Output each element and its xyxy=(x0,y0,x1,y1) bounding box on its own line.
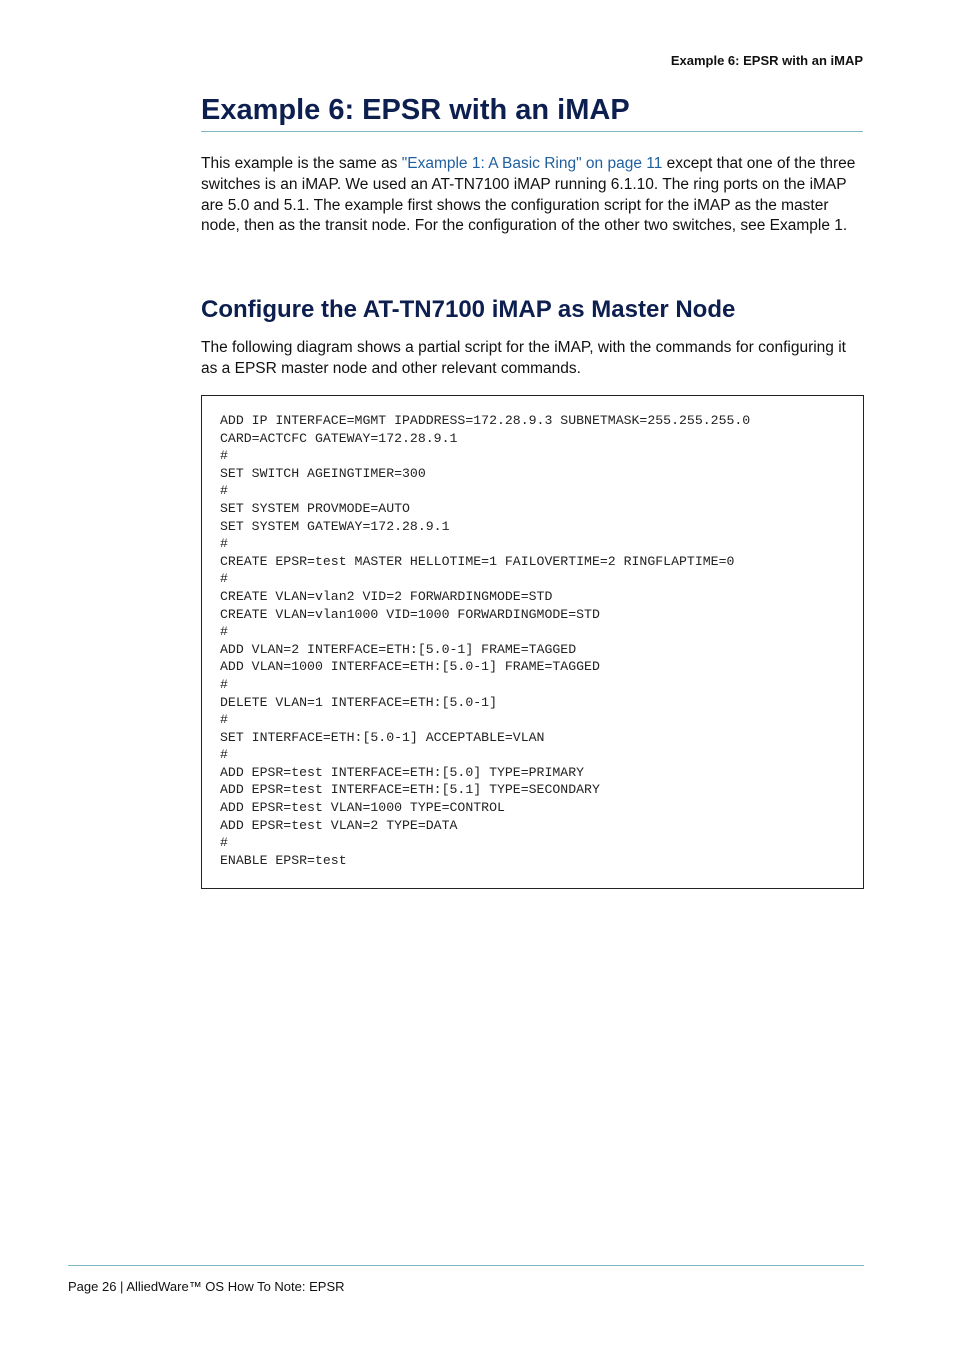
script-line: ADD EPSR=test VLAN=2 TYPE=DATA xyxy=(220,817,458,833)
footer-divider xyxy=(68,1265,864,1266)
script-line: ADD IP INTERFACE=MGMT IPADDRESS=172.28.9.3 SUBNETMASK=255.255.255.0 xyxy=(220,413,751,428)
script-line: # xyxy=(220,624,228,640)
script-line: SET INTERFACE=ETH:[5.0-1] ACCEPTABLE=VLAN xyxy=(220,729,545,745)
script-line: ENABLE EPSR=test xyxy=(220,852,347,868)
script-line: # xyxy=(220,676,228,692)
script-line: # xyxy=(220,835,228,851)
script-line: ADD EPSR=test VLAN=1000 TYPE=CONTROL xyxy=(220,800,505,816)
script-line: # xyxy=(220,712,228,728)
script-line: ADD VLAN=2 INTERFACE=ETH:[5.0-1] FRAME=TAGGED xyxy=(220,641,577,657)
script-line: SET SWITCH AGEINGTIMER=300 xyxy=(220,465,426,481)
section-text: The following diagram shows a partial script for the iMAP, with the commands for configuring it as a EPSR master node and other relevant commands. xyxy=(201,339,846,377)
intro-paragraph xyxy=(201,154,863,237)
running-header: Example 6: EPSR with an iMAP xyxy=(670,53,863,68)
script-line: ADD EPSR=test INTERFACE=ETH:[5.1] TYPE=SECONDARY xyxy=(220,782,600,798)
section-title: Configure the AT-TN7100 iMAP as Master Node xyxy=(201,296,736,323)
script-line: SET SYSTEM PROVMODE=AUTO xyxy=(220,500,410,516)
script-line: # xyxy=(220,747,228,763)
script-line: # xyxy=(220,536,228,552)
page-footer: Page 26 | AlliedWare™ OS How To Note: EPSR xyxy=(68,1279,345,1294)
page-title: Example 6: EPSR with an iMAP xyxy=(201,92,863,132)
script-line: DELETE VLAN=1 INTERFACE=ETH:[5.0-1] xyxy=(220,694,497,710)
script-line: ADD EPSR=test INTERFACE=ETH:[5.0] TYPE=PRIMARY xyxy=(220,764,585,780)
config-script-box xyxy=(201,395,864,889)
script-line: # xyxy=(220,483,228,499)
script-line: # xyxy=(220,571,228,587)
script-line: CREATE EPSR=test MASTER HELLOTIME=1 FAILOVERTIME=2 RINGFLAPTIME=0 xyxy=(220,553,735,569)
script-line: SET SYSTEM GATEWAY=172.28.9.1 xyxy=(220,518,450,534)
intro-text-end: except that one of the three switches is an iMAP. We used an AT-TN7100 iMAP running 6.1.10. The ring ports on the iMAP are 5.0 and 5.1. The example first shows the configuration script for the iMAP as the master node, then as the transit node. For the configuration of the other two switches, see Example 1. xyxy=(201,155,856,235)
example-1-link[interactable]: "Example 1: A Basic Ring" on page 11 xyxy=(401,155,663,172)
script-line: # xyxy=(220,448,228,464)
script-line: ADD VLAN=1000 INTERFACE=ETH:[5.0-1] FRAME=TAGGED xyxy=(220,659,600,675)
script-line: CREATE VLAN=vlan1000 VID=1000 FORWARDINGMODE=STD xyxy=(220,606,600,622)
intro-text-start: This example is the same as xyxy=(201,155,402,172)
script-line: CREATE VLAN=vlan2 VID=2 FORWARDINGMODE=STD xyxy=(220,588,553,604)
script-line: CARD=ACTCFC GATEWAY=172.28.9.1 xyxy=(220,430,458,446)
